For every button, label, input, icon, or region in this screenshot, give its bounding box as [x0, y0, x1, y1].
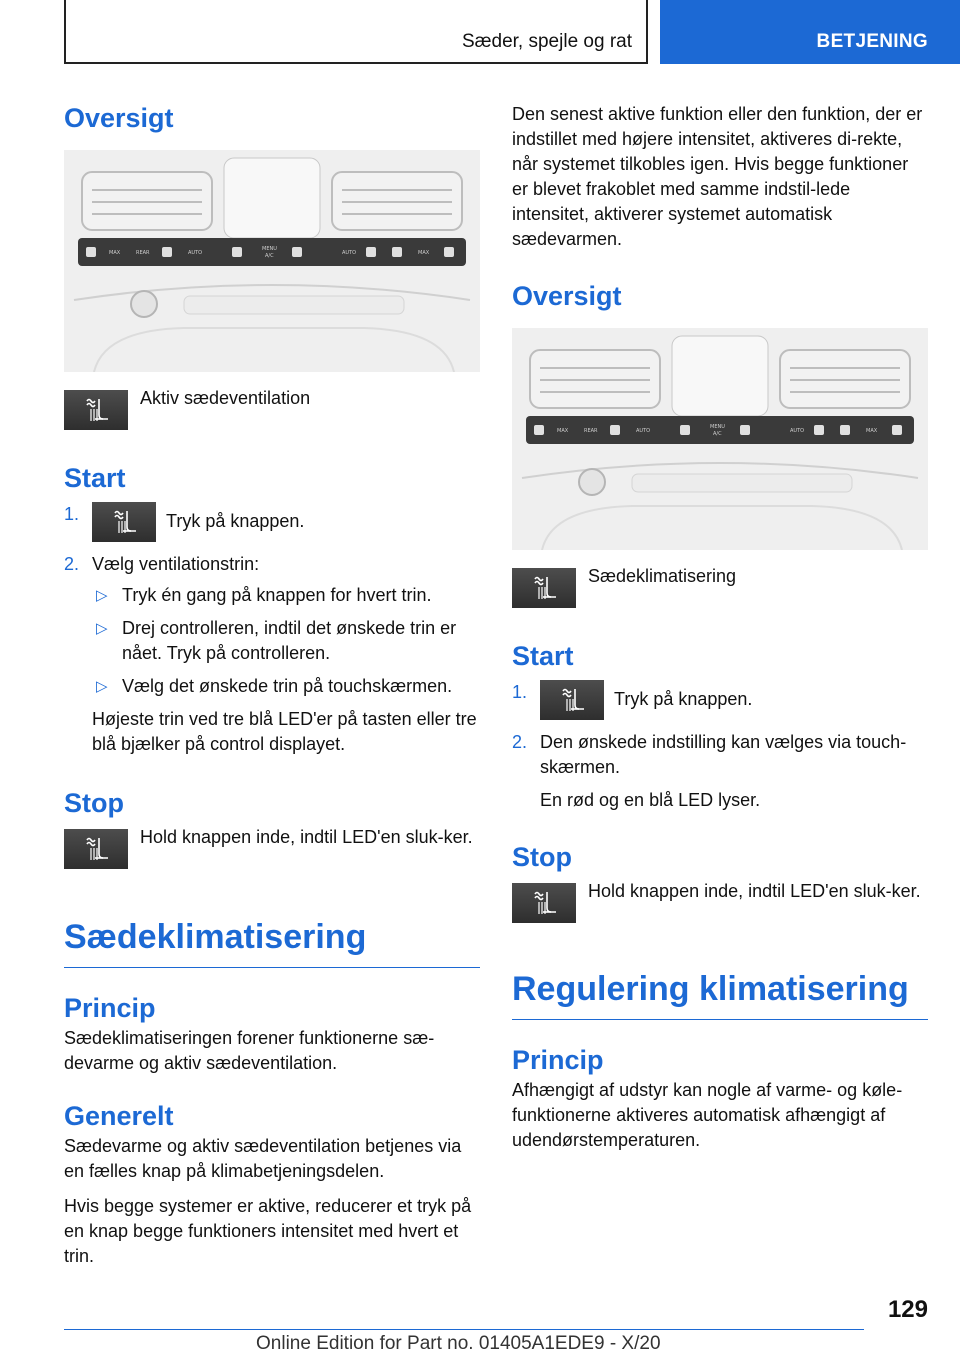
triangle-right-icon: ▷ — [96, 587, 108, 604]
panel-label-max: MAX — [109, 250, 121, 256]
header-section-title: Sæder, spejle og rat — [64, 0, 648, 64]
panel-label-max-2: MAX — [418, 250, 430, 256]
heading-stop-2: Stop — [512, 842, 572, 872]
panel-label-rear: REAR — [136, 250, 150, 256]
step-2 — [512, 730, 928, 813]
general-text-1: Sædevarme og aktiv sædeventilation betjenes via en fælles knap på klimabetjeningsdelen. — [64, 1136, 462, 1181]
principle-text: Sædeklimatiseringen forener funktionerne sæ-devarme og aktiv sædeventilation. — [64, 1028, 435, 1073]
step-2-note: En rød og en blå LED lyser. — [540, 790, 761, 810]
stop-text: Hold knappen inde, indtil LED'en sluk-ker. — [140, 827, 473, 847]
stop-row-2 — [512, 883, 928, 923]
heading-overview: Oversigt — [64, 103, 174, 133]
caption-climate: Sædeklimatisering — [588, 566, 737, 586]
bullet-item: ▷ Vælg det ønskede trin på touchskærmen. — [92, 674, 480, 699]
heading-general: Generelt — [64, 1101, 174, 1131]
heading-climate-control: Regulering klimatisering — [512, 965, 928, 1020]
panel-label-auto: AUTO — [636, 428, 651, 434]
step-1 — [64, 502, 480, 542]
right-column — [512, 102, 928, 1153]
step-2-bullets — [92, 583, 480, 699]
seat-vent-icon — [512, 883, 576, 923]
page-number: 129 — [887, 1296, 928, 1323]
seat-vent-icon — [64, 390, 128, 430]
panel-label-rear: REAR — [584, 428, 598, 434]
start-steps — [64, 502, 480, 757]
step-2-note: Højeste trin ved tre blå LED'er på tasten eller tre blå bjælker på control displayet. — [92, 709, 477, 754]
step-2-text: Den ønskede indstilling kan vælges via touch-skærmen. — [540, 732, 907, 777]
bullet-item: ▷ Tryk én gang på knappen for hvert trin. — [92, 583, 480, 608]
heading-start: Start — [64, 463, 126, 493]
seat-vent-icon — [540, 680, 604, 720]
console-photo — [64, 150, 480, 372]
panel-label-ac: A/C — [265, 253, 274, 259]
panel-label-menu: MENU — [710, 424, 725, 430]
panel-label-auto: AUTO — [188, 250, 203, 256]
panel-label-auto-2: AUTO — [790, 428, 805, 434]
caption-vent: Aktiv sædeventilation — [140, 388, 311, 408]
principle-text-2: Afhængigt af udstyr kan nogle af varme- og køle-funktionerne aktiveres automatisk afhængigt af udendørstemperaturen. — [512, 1080, 903, 1150]
heading-principle: Princip — [64, 993, 156, 1023]
start-steps-2 — [512, 680, 928, 813]
seat-vent-icon — [64, 829, 128, 869]
step-2 — [64, 552, 480, 757]
step-1-number: 1. — [64, 504, 80, 524]
panel-label-max: MAX — [557, 428, 569, 434]
seat-vent-icon — [92, 502, 156, 542]
caption-row-vent — [64, 390, 480, 430]
heading-stop: Stop — [64, 788, 124, 818]
bullet-item: ▷ Drej controlleren, indtil det ønskede trin er nået. Tryk på controlleren. — [96, 618, 457, 663]
console-photo-2 — [512, 328, 928, 550]
triangle-right-icon: ▷ — [96, 678, 108, 695]
panel-label-menu: MENU — [262, 246, 277, 252]
step-1-text: Tryk på knappen. — [166, 510, 305, 531]
heading-start-2: Start — [512, 641, 574, 671]
panel-label-auto-2: AUTO — [342, 250, 357, 256]
step-2-text: Vælg ventilationstrin: — [92, 554, 260, 574]
header-tab: BETJENING — [660, 0, 960, 64]
caption-row-climate — [512, 568, 928, 608]
heading-seat-climate: Sædeklimatisering — [64, 913, 480, 968]
seat-vent-icon — [512, 568, 576, 608]
intro-text: Den senest aktive funktion eller den funktion, der er indstillet med højere intensitet, aktiveres di-rekte, når systemet tilkobles igen. Hvis begge funktioner er blevet frakoblet med samme indstil-lede intensitet, aktiverer systemet automatisk sædevarmen. — [512, 104, 923, 249]
left-column — [64, 100, 480, 1269]
console-illustration — [64, 150, 480, 372]
heading-principle-2: Princip — [512, 1045, 604, 1075]
console-illustration — [512, 328, 928, 550]
triangle-right-icon: ▷ — [96, 620, 108, 637]
panel-label-max-2: MAX — [866, 428, 878, 434]
panel-label-ac: A/C — [713, 431, 722, 437]
step-2-number: 2. — [512, 732, 528, 752]
stop-text-2: Hold knappen inde, indtil LED'en sluk-ker. — [588, 881, 921, 901]
heading-overview-2: Oversigt — [512, 281, 622, 311]
step-1-number: 1. — [512, 682, 528, 702]
step-1-text: Tryk på knappen. — [614, 688, 753, 709]
footer-divider — [64, 1329, 864, 1330]
general-text-2: Hvis begge systemer er aktive, reducerer et tryk på en knap begge funktioners intensitet med hvert et trin. — [64, 1196, 472, 1266]
stop-row — [64, 829, 480, 869]
footer-edition: Online Edition for Part no. 01405A1EDE9 - X/20 — [256, 1333, 661, 1354]
step-2-number: 2. — [64, 554, 80, 574]
step-1 — [512, 680, 928, 720]
